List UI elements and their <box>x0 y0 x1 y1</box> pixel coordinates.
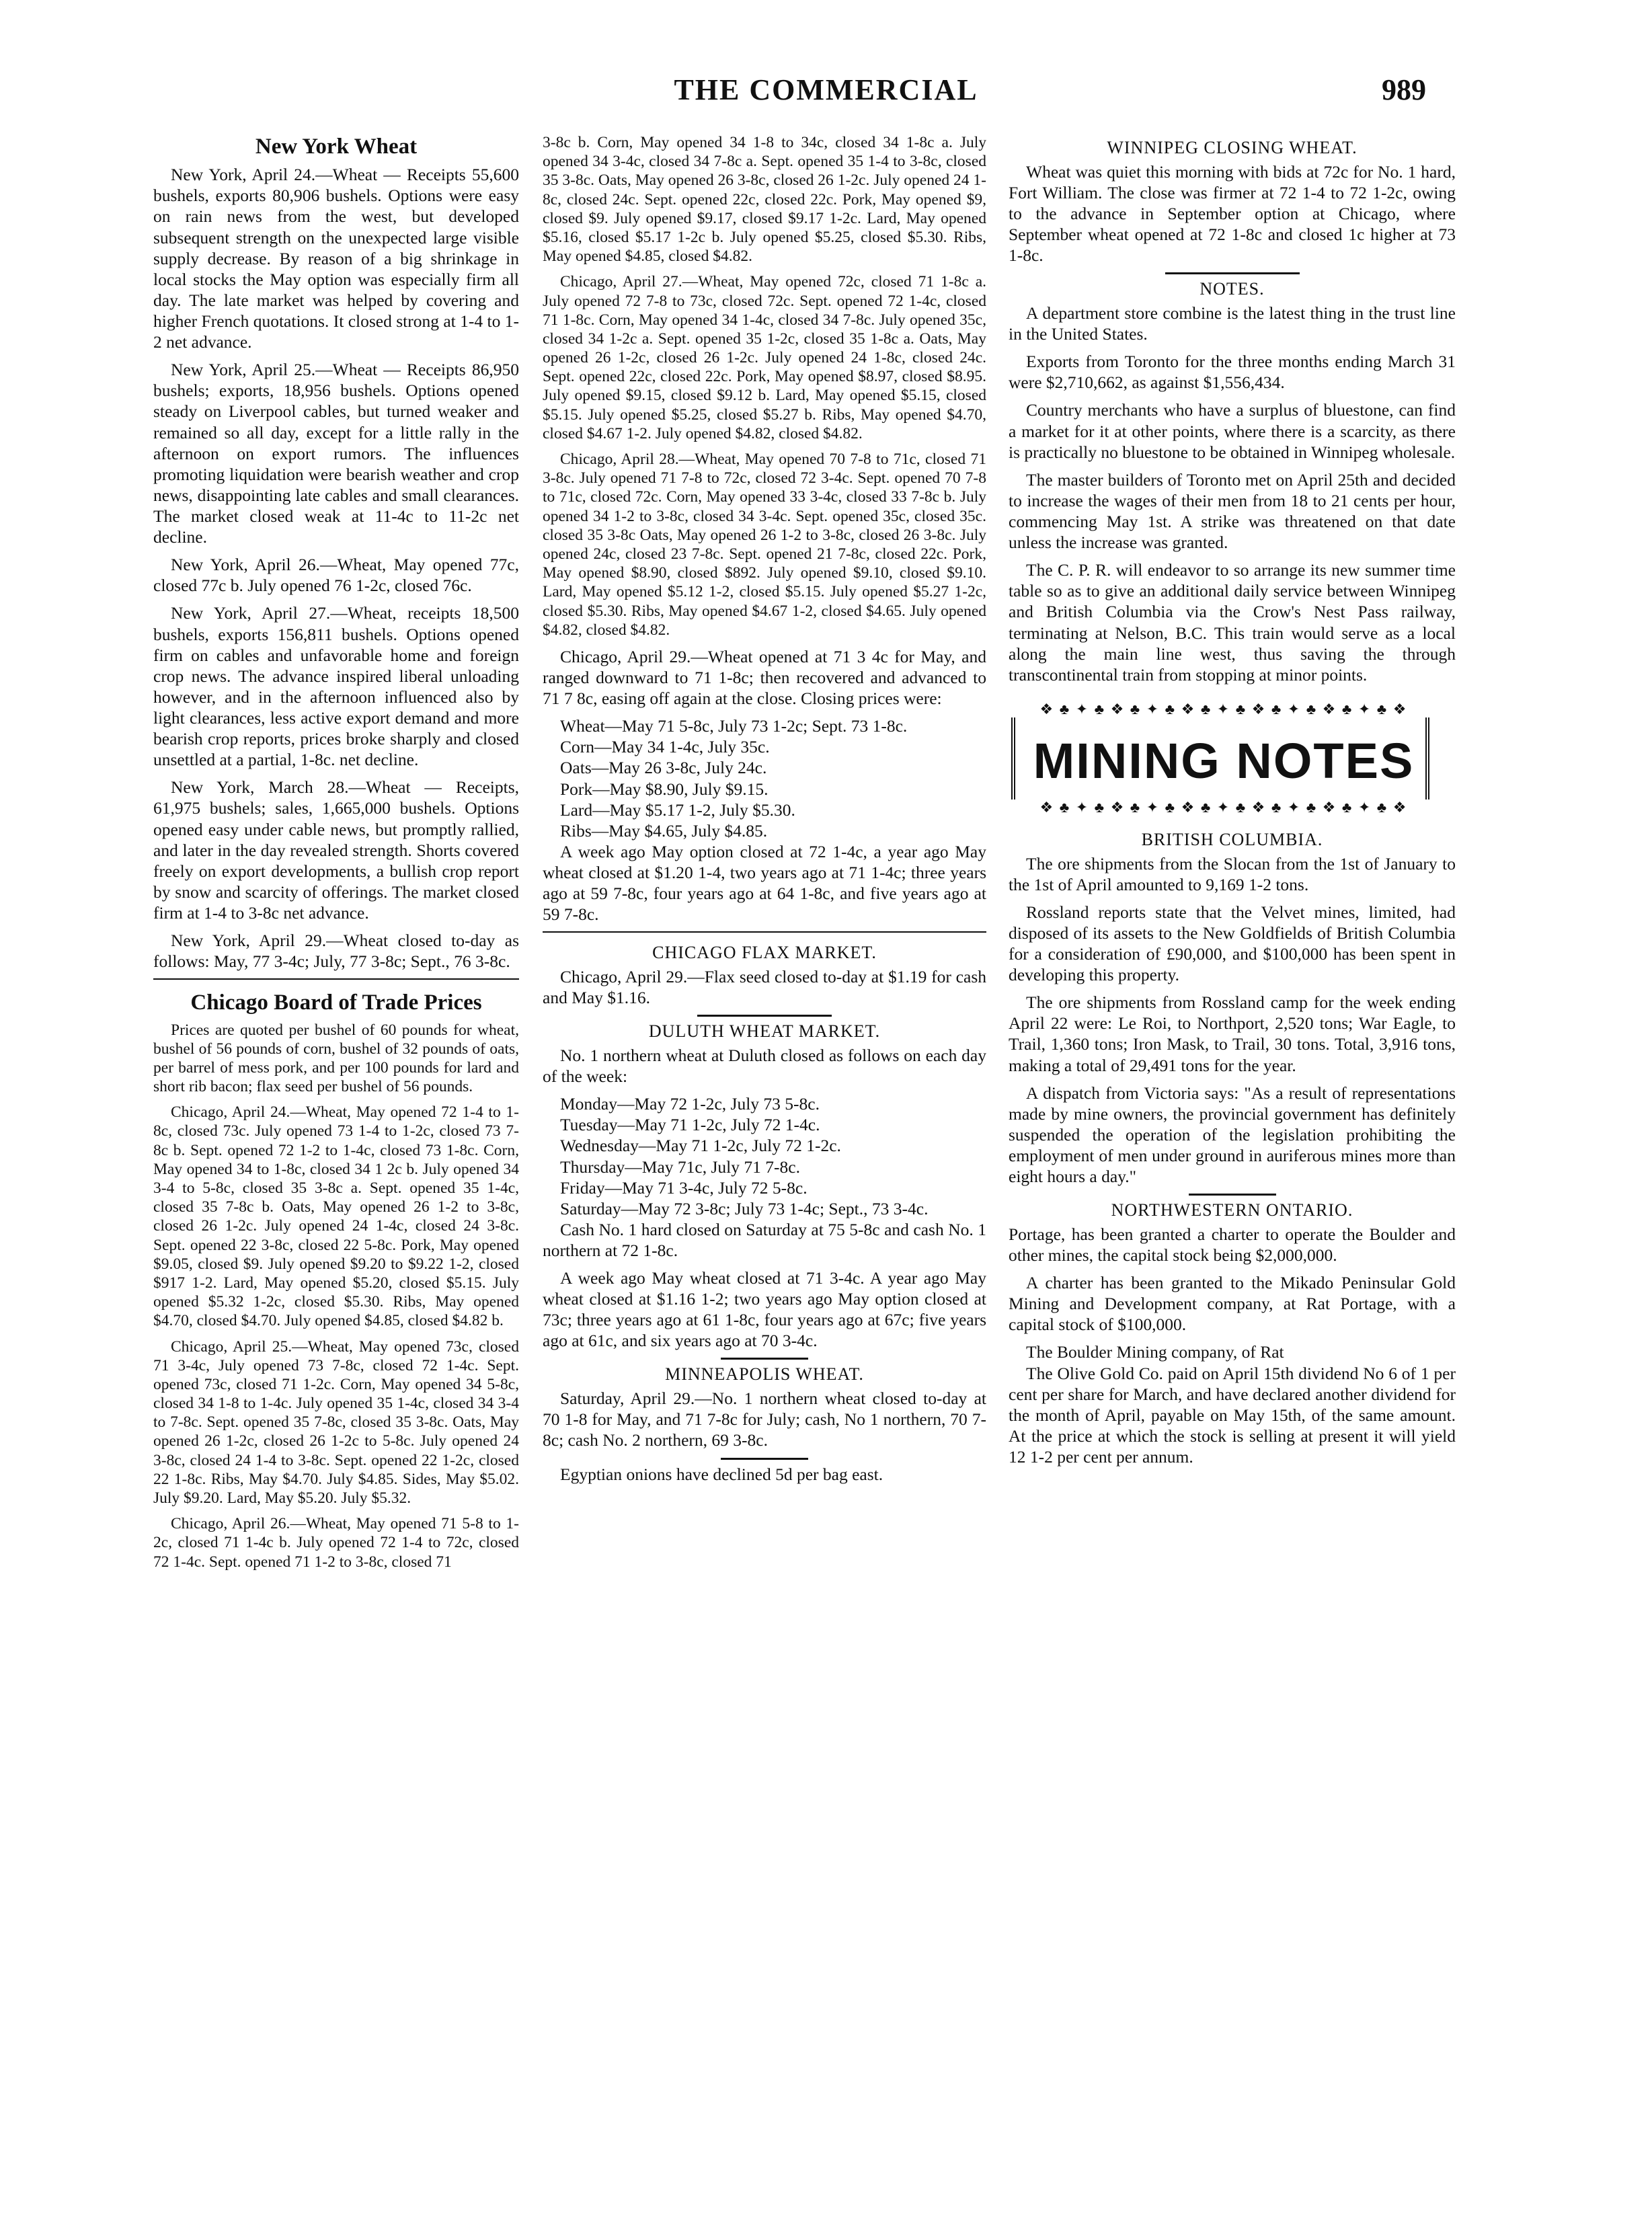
note-paragraph: A department store combine is the latest thing in the trust line in the United States. <box>1009 303 1456 344</box>
ny-paragraph: New York, April 29.—Wheat closed to-day as follows: May, 77 3-4c; July, 77 3-8c; Sept., 76 3-8c. <box>153 931 519 972</box>
closing-price-line: Oats—May 26 3-8c, July 24c. <box>560 758 767 778</box>
minneapolis-heading: MINNEAPOLIS WHEAT. <box>665 1364 864 1385</box>
winnipeg-heading: WINNIPEG CLOSING WHEAT. <box>1107 138 1358 157</box>
mining-notes-title: MINING NOTES <box>1033 732 1415 789</box>
section-divider <box>153 978 519 980</box>
chicago-paragraph: Chicago, April 25.—Wheat, May opened 73c, closed 71 3-4c, July opened 73 7-8c, closed 72 1-4c. Sept. opened 73c, closed 71 1-2c. Corn, May opened 34 5-8c, closed 34 1-8 to 1-4c. July opened 35 1-4c, closed 34 3-4 to 7-8c. Sept. opened 35 7-8c, closed 35 3-8c. Oats, May opened 26 1-2c, closed 26 1-2c to 5-8c. July opened 24 3-8c, closed 24 1-4 to 3-8c. Sept. opened 22 1-2c, closed 22 1-8c. Ribs, May $4.70. July $4.85. Sides, May $5.02. July $9.20. Lard, May $5.20. July $5.32. <box>153 1337 519 1508</box>
nwo-paragraph: The Boulder Mining company, of Rat <box>1026 1342 1284 1362</box>
duluth-heading: DULUTH WHEAT MARKET. <box>648 1021 881 1042</box>
chicago-paragraph: Chicago, April 29.—Wheat opened at 71 3 4c for May, and ranged downward to 71 1-8c; then recovered and advanced to 71 7 8c, easing off again at the close. Closing prices were: <box>543 646 986 709</box>
chicago-board-heading: Chicago Board of Trade Prices <box>190 990 482 1015</box>
chicago-paragraph: Chicago, April 24.—Wheat, May opened 72 1-4 to 1-8c, closed 73c. July opened 73 1-4 to 1-2c, closed 73 7-8c b. Sept. opened 72 1-2 to 1-4c, closed 73 1-8c. Corn, May opened 34 to 1-8c, closed 34 1 2c b. July opened 34 3-4 to 5-8c, closed 35 3-8c a. Sept. opened 35 1-4c, closed 35 7-8c b. Oats, May opened 26 1-2 to 3-8c, closed 26 1-2c. July opened 24 1-4c, closed 24 3-8c. Sept. opened 22 3-8c, closed 22 5-8c. Pork, May opened $9.05, closed $9. July opened $9.20 to $9.22 1-2, closed $917 1-2. Lard, May opened $5.20, closed $5.15. July opened $5.32 1-2c, closed $5.30. Ribs, May opened $4.70, closed $4.70. July opened $4.85, closed $4.82 b. <box>153 1103 519 1330</box>
ny-paragraph: New York, March 28.—Wheat — Receipts, 61,975 bushels; sales, 1,665,000 bushels. Options opened easy under cable news, but promptly rallied, and later in the day revealed strength. Shorts covered freely on export developments, a bullish crop report by snow and scarcity of offerings. The market closed firm at 1-4 to 3-8c net advance. <box>153 777 519 923</box>
flax-paragraph: Chicago, April 29.—Flax seed closed to-day at $1.19 for cash and May $1.16. <box>543 967 986 1008</box>
duluth-day-line: Tuesday—May 71 1-2c, July 72 1-4c. <box>560 1115 820 1135</box>
page-number: 989 <box>1382 73 1426 106</box>
chicago-paragraph: Chicago, April 27.—Wheat, May opened 72c, closed 71 1-8c a. July opened 72 7-8 to 73c, closed 72c. Sept. opened 72 1-4c, closed 71 1-8c. Corn, May opened 34 1-4c, closed 34 7-8c. July opened 35c, closed 34 1-2c a. Sept. opened 35 1-2c, closed 35 1-8c a. Oats, May opened 26 1-2c, closed 26 1-2c. July opened 24 1-8c, closed 24c. Sept. opened 22c, closed 22c. Pork, May opened $8.97, closed $8.95. July opened $9.15, closed $9.12 b. Lard, May opened $5.15, closed $5.15. July opened $5.25, closed $5.27 b. Ribs, May opened $4.70, closed $4.67 1-2. July opened $4.82, closed $4.82. <box>543 273 986 442</box>
closing-price-line: Wheat—May 71 5-8c, July 73 1-2c; Sept. 73 1-8c. <box>560 716 908 736</box>
ny-paragraph: New York, April 24.—Wheat — Receipts 55,600 bushels, exports 80,906 bushels. Options were easy on rain news from the west, but developed subsequent strength on the unexpected large visible supply decrease. By reason of a big shrinkage in local stocks the May option was especially firm all day. The late market was helped by covering and higher French quotations. It closed strong at 1-4 to 1-2 net advance. <box>153 165 519 352</box>
duluth-day-line: Saturday—May 72 3-8c; July 73 1-4c; Sept., 73 3-4c. <box>560 1198 929 1218</box>
northwestern-ontario-heading: NORTHWESTERN ONTARIO. <box>1111 1200 1353 1220</box>
duluth-cash-paragraph: Cash No. 1 hard closed on Saturday at 75 5-8c and cash No. 1 northern at 72 1-8c. <box>543 1219 986 1260</box>
bc-paragraph: Rossland reports state that the Velvet mines, limited, had disposed of its assets to the New Goldfields of British Columbia for a consideration of £90,000, and $100,000 has been spent in developing this property. <box>1009 902 1456 985</box>
nwo-paragraph: A charter has been granted to the Mikado Peninsular Gold Mining and Development company, at Rat Portage, with a capital stock of $100,000. <box>1009 1273 1456 1335</box>
closing-price-line: Ribs—May $4.65, July $4.85. <box>560 820 768 841</box>
closing-price-line: Pork—May $8.90, July $9.15. <box>560 779 769 799</box>
heading-rule <box>1189 1194 1276 1196</box>
chicago-intro: Prices are quoted per bushel of 60 pounds for wheat, bushel of 56 pounds of corn, bushel of 32 pounds of oats, per barrel of mess pork, and per 100 pounds for lard and short rib bacon; flax seed per bushel of 56 pounds. <box>153 1021 519 1096</box>
note-paragraph: Exports from Toronto for the three months ending March 31 were $2,710,662, as against $1,556,434. <box>1009 352 1456 393</box>
page-header <box>0 73 1652 113</box>
bc-paragraph: The ore shipments from the Slocan from the 1st of January to the 1st of April amounted to 9,169 1-2 tons. <box>1009 853 1456 894</box>
heading-rule <box>721 1458 808 1460</box>
heading-rule <box>1165 272 1300 274</box>
duluth-week-paragraph: A week ago May wheat closed at 71 3-4c. A year ago May wheat closed at $1.16 1-2; two years ago May option closed at 73c; three years ago at 61 1-8c, four years ago at 67c; five years ago at 61c, and six years ago at 70 3-4c. <box>543 1268 986 1351</box>
nwo-paragraph: Portage, has been granted a charter to operate the Boulder and other mines, the capital stock being $2,000,000. <box>1009 1224 1456 1265</box>
chicago-paragraph: Chicago, April 28.—Wheat, May opened 70 7-8 to 71c, closed 71 3-8c. July opened 71 7-8 to 72c, closed 72 3-4c. Sept. opened 70 7-8 to 71c, closed 72c. Corn, May opened 33 3-4c, closed 33 7-8c b. July opened 34 1-2 to 3-8c, closed 34 3-4c. Sept. opened 35c, closed 35c. closed 35 3-8c Oats, May opened 26 1-2 to 3-8c, closed 26 3-8c. July opened 24c, closed 23 7-8c. Sept. opened 21 7-8c, closed 22c. Pork, May opened $8.90, closed $892. July opened $9.10, closed $9.10. Lard, May opened $5.12 1-2, closed $5.15. July opened $5.27 1-2c, closed $5.30. Ribs, May opened $4.67 1-2, closed $4.65. July opened $4.82, closed $4.82. <box>543 451 986 639</box>
mining-notes-banner <box>1009 701 1439 816</box>
section-divider <box>543 931 986 933</box>
ny-paragraph: New York, April 26.—Wheat, May opened 77c, closed 77c b. July opened 76 1-2c, closed 76c. <box>153 555 519 596</box>
column-3 <box>1009 133 1456 2191</box>
minneapolis-paragraph: Saturday, April 29.—No. 1 northern wheat closed to-day at 70 1-8 for May, and 71 7-8c for July; cash, No 1 northern, 70 7-8c; cash No. 2 northern, 69 3-8c. <box>543 1389 986 1450</box>
note-paragraph: Country merchants who have a surplus of bluestone, can find a market for it at other points, where there is a scarcity, as there is practically no bluestone to be obtained in Winnipeg wholesale. <box>1009 400 1456 462</box>
note-paragraph: The C. P. R. will endeavor to so arrange its new summer time table so as to give an additional daily service between Winnipeg and British Columbia via the Crow's Nest Pass railway, terminating at Nelson, B.C. This train would serve as a local along the main line west, thus saving the through transcontinental train from stopping at minor points. <box>1009 560 1456 685</box>
british-columbia-heading: BRITISH COLUMBIA. <box>1141 829 1323 849</box>
heading-rule <box>721 1358 808 1360</box>
column-1 <box>153 133 519 2191</box>
duluth-day-line: Friday—May 71 3-4c, July 72 5-8c. <box>560 1177 808 1198</box>
note-paragraph: The master builders of Toronto met on April 25th and decided to increase the wages of their men from 18 to 21 cents per hour, commencing May 1st. A strike was threatened on that date unless the increase was granted. <box>1009 469 1456 553</box>
ornamental-border: ❖ ♣ ✦ ♣ ❖ ♣ ✦ ♣ ❖ ♣ ✦ ♣ ❖ ♣ ✦ ♣ ❖ ♣ ✦ ♣ ❖ <box>1039 799 1408 816</box>
heading-rule <box>697 1015 832 1017</box>
egyptian-onions-paragraph: Egyptian onions have declined 5d per bag east. <box>560 1464 883 1484</box>
closing-price-line: Corn—May 34 1-4c, July 35c. <box>560 737 770 757</box>
duluth-day-line: Wednesday—May 71 1-2c, July 72 1-2c. <box>560 1136 841 1156</box>
flax-market-heading: CHICAGO FLAX MARKET. <box>652 943 877 963</box>
bc-paragraph: A dispatch from Victoria says: "As a result of representations made by mine owners, the provincial government has definitely suspended the operation of the legislation prohibiting the employment of men under ground in auriferous mines more than eight hours a day." <box>1009 1083 1456 1187</box>
chicago-paragraph: Chicago, April 26.—Wheat, May opened 71 5-8 to 1-2c, closed 71 1-4c b. July opened 72 1-4 to 72c, closed 72 1-4c. Sept. opened 71 1-2 to 3-8c, closed 71 <box>153 1515 519 1571</box>
duluth-intro: No. 1 northern wheat at Duluth closed as follows on each day of the week: <box>543 1045 986 1087</box>
bc-paragraph: The ore shipments from Rossland camp for the week ending April 22 were: Le Roi, to Northport, 2,520 tons; War Eagle, to Trail, 1,360 tons; Iron Mask, to Trail, 30 tons. Total, 3,916 tons, making a total of 29,491 tons for the year. <box>1009 992 1456 1075</box>
duluth-day-line: Monday—May 72 1-2c, July 73 5-8c. <box>560 1094 820 1114</box>
nwo-paragraph: The Olive Gold Co. paid on April 15th dividend No 6 of 1 per cent per share for March, and have declared another dividend for the month of April, payable on May 15th, of the same amount. At the price at which the stock is selling at present it will yield 12 1-2 per cent per annum. <box>1009 1363 1456 1467</box>
closing-price-line: Lard—May $5.17 1-2, July $5.30. <box>560 800 795 820</box>
duluth-day-line: Thursday—May 71c, July 71 7-8c. <box>560 1157 800 1177</box>
notes-heading: NOTES. <box>1199 279 1265 299</box>
ornamental-border: ❖ ♣ ✦ ♣ ❖ ♣ ✦ ♣ ❖ ♣ ✦ ♣ ❖ ♣ ✦ ♣ ❖ ♣ ✦ ♣ ❖ <box>1039 701 1408 717</box>
winnipeg-paragraph: Wheat was quiet this morning with bids at 72c for No. 1 hard, Fort William. The close was firmer at 72 1-4 to 72 1-2c, owing to the advance in September option at Chicago, where September wheat opened at 72 1-8c and closed 1c higher at 73 1-8c. <box>1009 161 1456 266</box>
ny-paragraph: New York, April 25.—Wheat — Receipts 86,950 bushels; exports, 18,956 bushels. Options opened steady on Liverpool cables, but turned weaker and remained so all day, except for a little rally in the afternoon on export rumors. The influences promoting liquidation were bearish weather and crop news, disappointing late cables and small clearances. The market closed weak at 11-4c to 11-2c net decline. <box>153 360 519 547</box>
publication-title: THE COMMERCIAL <box>674 73 978 106</box>
ny-paragraph: New York, April 27.—Wheat, receipts 18,500 bushels, exports 156,811 bushels. Options opened firm on cables and unfavorable home and foreign crop news. The advance inspired liberal unloading however, and in the afternoon influenced also by light clearances, less active export demand and more bearish crop reports, prices broke sharply and closed unsettled at a partial, 1-8c. net decline. <box>153 603 519 770</box>
week-ago-paragraph: A week ago May option closed at 72 1-4c, a year ago May wheat closed at $1.20 1-4, two years ago at 71 1-4c; three years ago at 59 7-8c, four years ago at 64 1-8c, and five years ago at 59 7-8c. <box>543 841 986 925</box>
column-2 <box>543 133 986 2191</box>
new-york-wheat-heading: New York Wheat <box>255 134 418 159</box>
chicago-paragraph: 3-8c b. Corn, May opened 34 1-8 to 34c, closed 34 1-8c a. July opened 34 3-4c, closed 34 7-8c a. Sept. opened 35 1-4 to 3-8c, closed 35 3-8c. Oats, May opened 26 3-8c, closed 26 1-2c. July opened 24 1-8c, closed 24c. Sept. opened 22c, closed 22c. Pork, May opened $9, closed $9. July opened $9.17, closed $9.17 1-2c. Lard, May opened $5.16, closed $5.17 1-2c b. July opened $5.25, closed $5.30. Ribs, May opened $4.85, closed $4.82. <box>543 134 986 266</box>
